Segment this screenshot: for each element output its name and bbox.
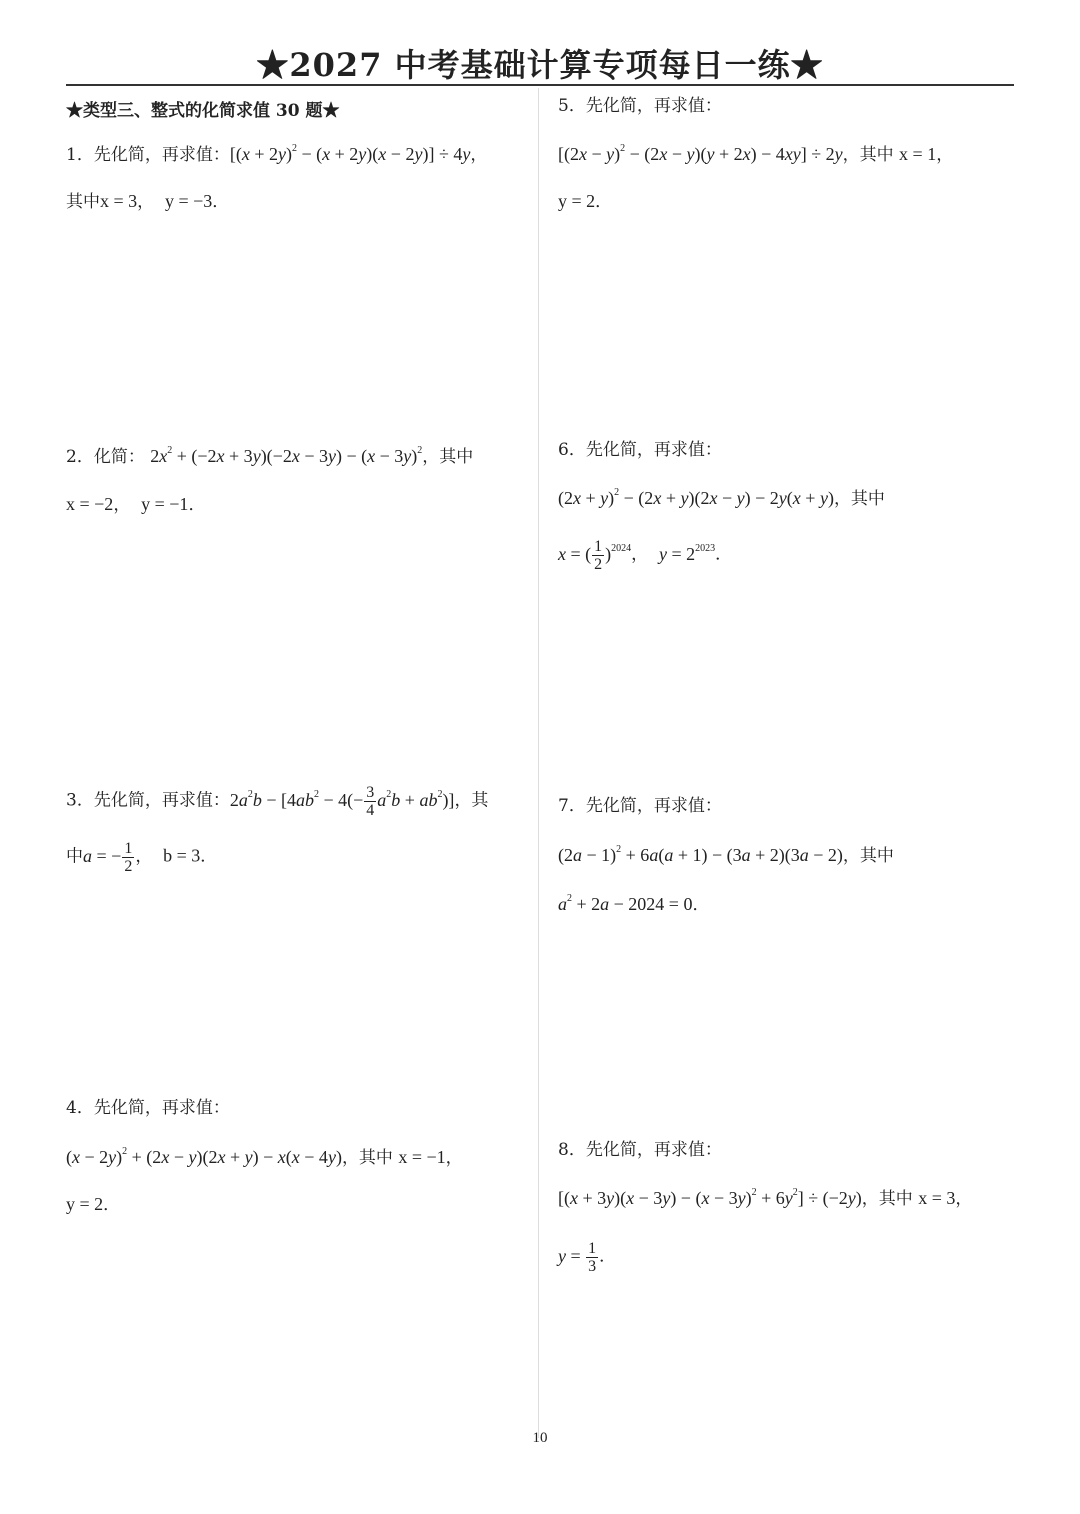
problem-1-line-2: 其中x = 3， y = −3． [66, 191, 230, 212]
problem-8-line-2: $[(x + 3y)(x - 3y) - (x - 3y)^2 + 6y^2] \div (-2y)$，其中 x = 3， [558, 1187, 973, 1209]
problem-7-condition: $a^2 + 2a - 2024 = 0$ [558, 893, 693, 914]
problem-3-expression: $2a^2b - [4ab^2 - 4(-$ $\frac{3}{4}$ $a^2b + ab^2$)] [229, 784, 455, 819]
problem-1-expression: $[(x + 2y)^2 - (x + 2y)(x - 2y)] \div 4y$ [229, 143, 471, 164]
problem-2-expression: $2x^2 + (-2x + 3y)(-2x - 3y) - (x - 3y)^2$ [150, 445, 423, 466]
problem-2-line-2: x = −2， y = −1． [66, 494, 206, 515]
problem-5-line-1: 5．先化简，再求值： [558, 96, 722, 116]
problem-4-line-2: $(x - 2y)^2 + (2x - y)(2x + y) - x(x - 4y)$，其中 x = −1， [66, 1146, 463, 1168]
problem-8-line-1: 8．先化简，再求值： [558, 1140, 722, 1160]
problem-8-line-3: y = $\frac{1}{3}$ ． [558, 1240, 617, 1275]
problem-7-line-2: $(2a - 1)^2 + 6a(a + 1) - (3a + 2)(3a - 2)$，其中 [558, 844, 894, 866]
problem-7-expression: $(2a - 1)^2 + 6a(a + 1) - (3a + 2)(3a - 2)$ [558, 844, 843, 865]
problem-1-line-1: 1．先化简，再求值：$[(x + 2y)^2 - (x + 2y)(x - 2y)] \div 4y$， [66, 143, 488, 165]
title-rule [66, 84, 1014, 86]
section-heading: ★类型三、整式的化简求值 30 题★ [66, 101, 340, 121]
problem-4-line-1: 4．先化简，再求值： [66, 1098, 230, 1118]
page-title: ★2027 中考基础计算专项每日一练★ [256, 46, 824, 84]
problem-6-line-2: $(2x + y)^2 - (2x + y)(2x - y) - 2y(x + y)$，其中 [558, 487, 885, 509]
problem-7-line-3: $a^2 + 2a - 2024 = 0$． [558, 893, 710, 915]
problem-4-expression: $(x - 2y)^2 + (2x - y)(2x + y) - x(x - 4y)$ [66, 1146, 342, 1167]
problem-4-line-3: y = 2． [66, 1194, 121, 1215]
problem-6-line-1: 6．先化简，再求值： [558, 440, 722, 460]
problem-3-a-value: a = − $\frac{1}{2}$ [83, 840, 133, 875]
problem-5-line-3: y = 2． [558, 191, 613, 212]
column-divider [538, 88, 539, 1438]
problem-3-line-2: 中a = − $\frac{1}{2}$ ， b = 3． [66, 840, 218, 875]
page-number: 10 [532, 1430, 548, 1446]
problem-5-line-2: $[(2x - y)^2 - (2x - y)(y + 2x) - 4xy] \div 2y$，其中 x = 1， [558, 143, 954, 165]
problem-2-line-1: 2．化简： $2x^2 + (-2x + 3y)(-2x - 3y) - (x - 3y)^2$，其中 [66, 445, 474, 467]
problem-6-expression: $(2x + y)^2 - (2x + y)(2x - y) - 2y(x + y)$ [558, 487, 834, 508]
problem-6-values: x = ( $\frac{1}{2}$ )$^{2024}$ [558, 538, 632, 573]
problem-8-y-value: y = $\frac{1}{3}$ [558, 1240, 597, 1275]
problem-5-expression: $[(2x - y)^2 - (2x - y)(y + 2x) - 4xy] \div 2y$ [558, 143, 843, 164]
problem-6-line-3: x = ( $\frac{1}{2}$ )$^{2024}$， $y = 2^{2023}$． [558, 538, 733, 573]
problem-3-line-1: 3．先化简，再求值：$2a^2b - [4ab^2 - 4(-$ $\frac{3}{4}$ $a^2b + ab^2$)]，其 [66, 784, 489, 819]
problem-7-line-1: 7．先化简，再求值： [558, 796, 722, 816]
problem-8-expression: $[(x + 3y)(x - 3y) - (x - 3y)^2 + 6y^2] \div (-2y)$ [558, 1187, 862, 1208]
